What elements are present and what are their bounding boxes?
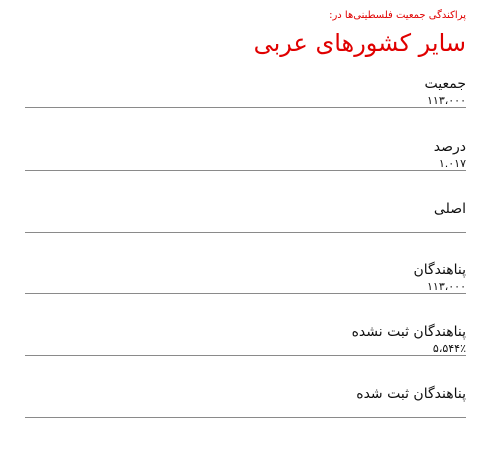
row-divider bbox=[25, 417, 466, 418]
row-value: ۱۱۳،۰۰۰ bbox=[427, 280, 466, 293]
row-refugees bbox=[25, 260, 466, 322]
row-label: پناهندگان ثبت شده bbox=[356, 386, 466, 402]
row-label: درصد bbox=[433, 139, 466, 155]
row-percent bbox=[25, 137, 466, 199]
row-original bbox=[25, 199, 466, 261]
row-divider bbox=[25, 170, 466, 171]
row-divider bbox=[25, 232, 466, 233]
row-value: ۱۱۳،۰۰۰ bbox=[427, 94, 466, 107]
row-value: ۵،۵۴۴٪ bbox=[432, 342, 466, 355]
row-value: ۱.۰۱۷ bbox=[438, 157, 466, 170]
infobox-title: سایر کشورهای عربی bbox=[253, 29, 466, 57]
row-label: پناهندگان bbox=[413, 262, 466, 278]
row-label: جمعیت bbox=[424, 76, 466, 92]
row-registered-refugees bbox=[25, 384, 466, 446]
row-divider bbox=[25, 107, 466, 108]
row-divider bbox=[25, 355, 466, 356]
row-label: پناهندگان ثبت نشده bbox=[351, 324, 466, 340]
row-label: اصلی bbox=[433, 201, 466, 217]
infobox-subtitle: پراکندگی جمعیت فلسطینی‌ها در: bbox=[329, 10, 466, 21]
row-divider bbox=[25, 293, 466, 294]
row-unregistered-refugees bbox=[25, 322, 466, 384]
row-population bbox=[25, 74, 466, 136]
